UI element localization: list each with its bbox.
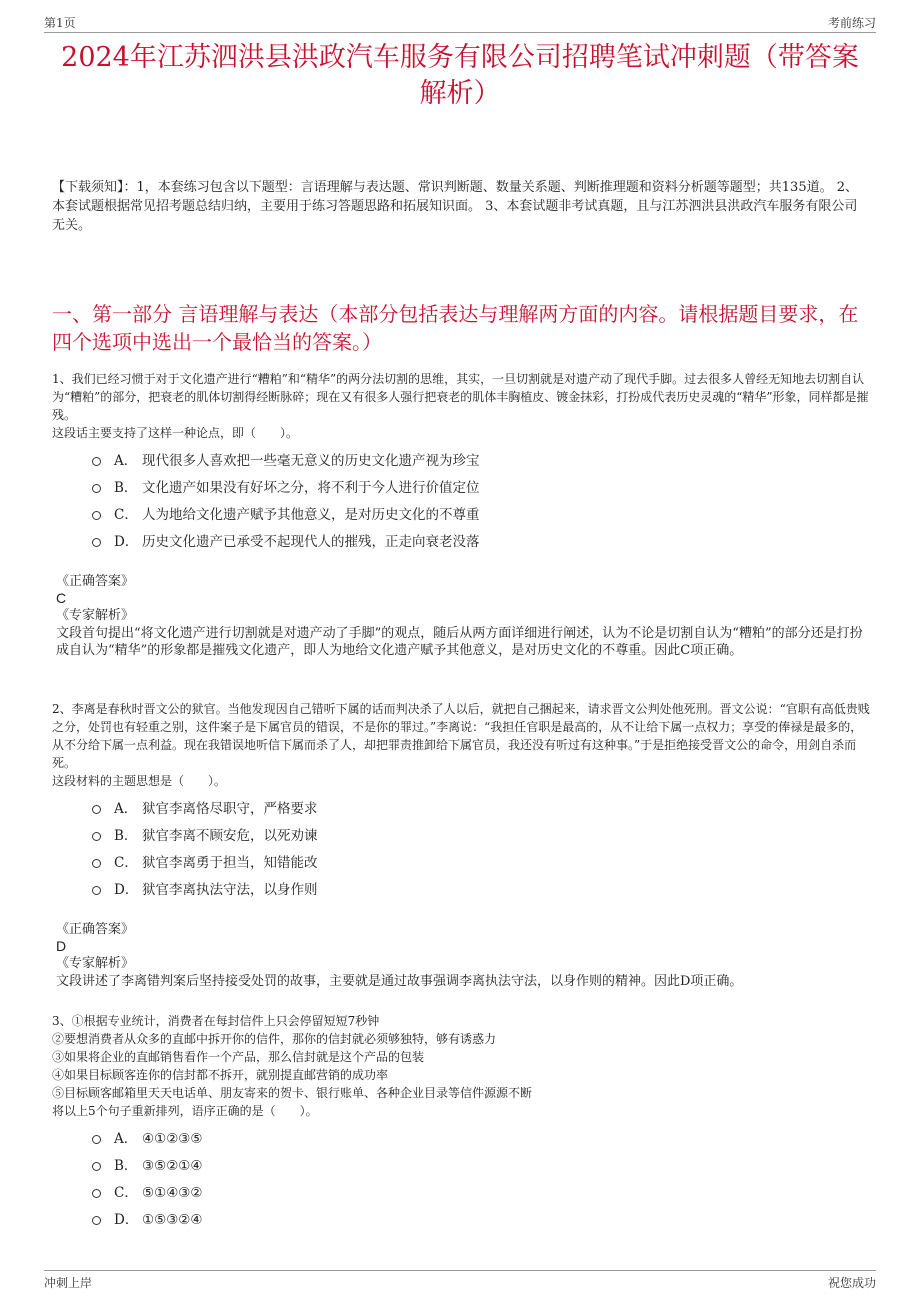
analysis-label: 《专家解析》 — [56, 608, 135, 623]
question-1 — [52, 370, 870, 556]
option-b[interactable]: B． 狱官李离不顾安危，以死劝谏 — [92, 823, 870, 850]
radio-icon[interactable] — [92, 805, 101, 814]
footer-right: 祝您成功 — [827, 1276, 876, 1290]
radio-icon[interactable] — [92, 1216, 101, 1225]
option-list — [92, 796, 870, 904]
question-3 — [52, 1012, 870, 1234]
radio-icon[interactable] — [92, 484, 101, 493]
option-c[interactable]: C． 人为地给文化遗产赋予其他意义，是对历史文化的不尊重 — [92, 502, 870, 529]
analysis-label: 《专家解析》 — [56, 956, 135, 971]
header-label: 考前练习 — [827, 16, 876, 30]
option-d[interactable]: D． ①⑤③②④ — [92, 1207, 870, 1234]
footer-left: 冲刺上岸 — [44, 1276, 93, 1290]
radio-icon[interactable] — [92, 538, 101, 547]
download-notice: 【下载须知】：1，本套练习包含以下题型：言语理解与表达题、常识判断题、数量关系题、判断推理题和资料分析题等题型；共135道。 2、本套试题根据常见招考题总结归纳，主要用于练习答题思路和拓展知识面。 3、本套试题非考试真题，且与江苏泗洪县洪政汽车服务有限公司无关。 — [52, 180, 858, 233]
radio-icon[interactable] — [92, 511, 101, 520]
analysis-text: 文段首句提出“将文化遗产进行切割就是对遗产动了手脚”的观点，随后从两方面详细进行阐述，认为不论是切割自认为“糟粕”的部分还是打扮成自认为“精华”的形象都是摧残文化遗产，即人为地给文化遗产赋予其他意义，是对历史文化的不尊重。因此C项正确。 — [56, 626, 863, 658]
option-b[interactable]: B． ③⑤②①④ — [92, 1153, 870, 1180]
answer-block-1 — [56, 573, 870, 659]
page-number: 第1页 — [44, 16, 76, 30]
option-list — [92, 1126, 870, 1234]
option-d[interactable]: D． 历史文化遗产已承受不起现代人的摧残，正走向衰老没落 — [92, 529, 870, 556]
radio-icon[interactable] — [92, 1135, 101, 1144]
radio-icon[interactable] — [92, 1189, 101, 1198]
question-2 — [52, 700, 870, 904]
question-stem: 3、①根据专业统计，消费者在每封信件上只会停留短短7秒钟 ②要想消费者从众多的直邮中拆开你的信件，那你的信封就必须够独特，够有诱惑力 ③如果将企业的直邮销售看作一个产品，那么信封就是这个产品的包装 ④如果目标顾客连你的信封都不拆开，就别提直邮营销的成功率 ⑤目标顾客邮箱里天天电话单、朋友寄来的贺卡、银行账单、各种企业目录等信件源源不断 将以上5个句子重新排列，语序正确的是（ ）。 — [52, 1014, 533, 1118]
option-a[interactable]: A． 狱官李离恪尽职守，严格要求 — [92, 796, 870, 823]
question-stem: 2、李离是春秋时晋文公的狱官。当他发现因自己错听下属的话而判决杀了人以后，就把自己捆起来，请求晋文公判处他死刑。晋文公说：“官职有高低贵贱之分，处罚也有轻重之别，这件案子是下属官员的错误，不是你的罪过。”李离说：“我担任官职是最高的，从不让给下属一点权力；享受的俸禄是最多的，从不分给下属一点利益。现在我错误地听信下属而杀了人，却把罪责推卸给下属官员，我还没有听过有这种事。”于是拒绝接受晋文公的命令，用剑自杀而死。 这段材料的主题思想是（ ）。 — [52, 702, 870, 788]
question-stem: 1、我们已经习惯于对于文化遗产进行“糟粕”和“精华”的两分法切割的思维，其实，一旦切割就是对遗产动了现代手脚。过去很多人曾经无知地去切割自认为“糟粕”的部分，把衰老的肌体切割得经断脉碎；现在又有很多人强行把衰老的肌体丰胸植皮、镀金抹彩，打扮成代表历史灵魂的“精华”形象，同样都是摧残。 这段话主要支持了这样一种论点，即（ ）。 — [52, 372, 869, 440]
answer-label: 《正确答案》 — [56, 922, 135, 937]
page-header — [44, 12, 876, 33]
option-a[interactable]: A． 现代很多人喜欢把一些毫无意义的历史文化遗产视为珍宝 — [92, 448, 870, 475]
radio-icon[interactable] — [92, 457, 101, 466]
page-footer — [44, 1270, 876, 1293]
option-c[interactable]: C． ⑤①④③② — [92, 1180, 870, 1207]
radio-icon[interactable] — [92, 886, 101, 895]
radio-icon[interactable] — [92, 1162, 101, 1171]
option-b[interactable]: B． 文化遗产如果没有好坏之分，将不利于今人进行价值定位 — [92, 475, 870, 502]
answer-value: C — [56, 590, 67, 606]
option-a[interactable]: A． ④①②③⑤ — [92, 1126, 870, 1153]
analysis-text: 文段讲述了李离错判案后坚持接受处罚的故事，主要就是通过故事强调李离执法守法，以身作则的精神。因此D项正确。 — [56, 974, 743, 989]
document-title: 2024年江苏泗洪县洪政汽车服务有限公司招聘笔试冲刺题（带答案解析） — [61, 42, 859, 109]
answer-block-2 — [56, 921, 870, 990]
option-c[interactable]: C． 狱官李离勇于担当，知错能改 — [92, 850, 870, 877]
answer-value: D — [56, 938, 67, 954]
section-heading: 一、第一部分 言语理解与表达（本部分包括表达与理解两方面的内容。请根据题目要求，在四个选项中选出一个最恰当的答案。） — [52, 302, 859, 354]
radio-icon[interactable] — [92, 859, 101, 868]
radio-icon[interactable] — [92, 832, 101, 841]
answer-label: 《正确答案》 — [56, 574, 135, 589]
option-list — [92, 448, 870, 556]
option-d[interactable]: D． 狱官李离执法守法，以身作则 — [92, 877, 870, 904]
